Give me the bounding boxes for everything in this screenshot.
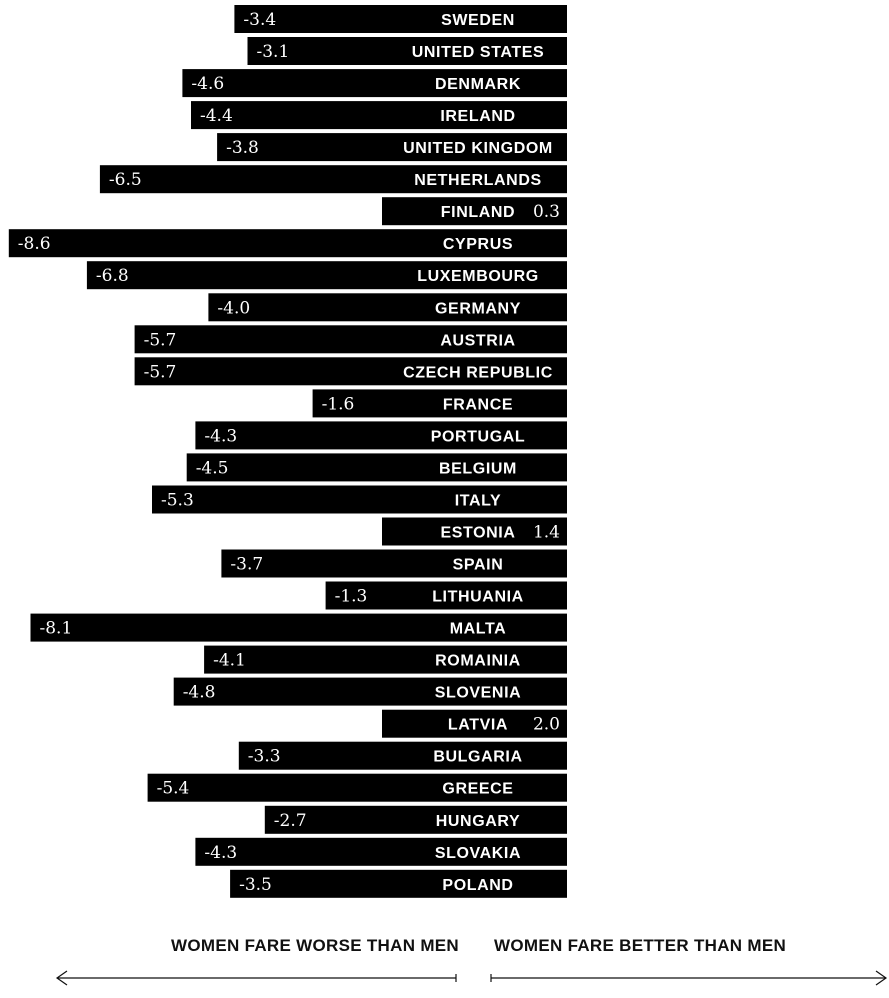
bar [152,486,567,514]
value-label: 1.4 [532,522,560,543]
bar-row [313,389,567,417]
bar-row [382,518,567,546]
category-label: FRANCE [442,396,514,414]
category-label: SLOVAKIA [434,844,522,862]
value-label: -3.3 [247,746,281,767]
value-label: -8.1 [39,618,73,639]
category-label: UNITED STATES [411,44,545,61]
category-label: HUNGARY [435,812,521,830]
value-label: -5.4 [156,778,190,799]
bar-row [100,165,567,193]
category-label: BULGARIA [433,748,523,766]
value-label: -4.5 [195,458,229,479]
left-arrow-icon [57,971,456,985]
bar-row [195,421,567,449]
bar-row [382,197,567,225]
category-label: FINLAND [440,204,516,222]
bar-row [9,229,567,257]
bar-row [182,69,567,97]
bar-row [230,870,567,898]
value-label: -4.0 [217,298,251,319]
bar-row [187,453,567,481]
value-label: -4.1 [213,650,246,671]
category-label: MALTA [449,620,507,638]
direction-arrows [0,970,889,994]
bar [234,5,567,33]
bar-row [87,261,567,289]
category-label: LATVIA [447,716,509,734]
bar [221,550,567,578]
value-label: -3.5 [239,874,272,895]
category-label: NETHERLANDS [414,172,542,190]
value-label: -4.8 [182,682,216,703]
category-label: SLOVENIA [434,684,522,702]
bar-row [135,357,567,385]
bar-row [204,646,567,674]
bar-row [382,710,567,738]
value-label: -3.7 [230,554,264,575]
category-label: PORTUGAL [430,428,526,446]
bar-row [135,325,567,353]
bar-row [217,133,567,161]
category-label: LUXEMBOURG [417,268,539,286]
right-arrow-icon [491,971,886,985]
bar-row [326,582,567,610]
category-label: GERMANY [435,300,521,318]
value-label: -6.8 [95,266,129,287]
value-label: -3.1 [256,42,290,62]
value-label: -3.8 [226,138,259,159]
value-label: -5.7 [143,362,177,383]
category-label: AUSTRIA [440,332,516,350]
bar-row [195,838,567,866]
women-fare-worse-label: WOMEN FARE WORSE THAN MEN [171,936,459,955]
value-label: -4.6 [191,74,225,95]
value-label: -4.3 [204,426,238,447]
value-label: -5.7 [143,330,177,351]
value-label: -1.3 [334,586,368,607]
value-label: -2.7 [273,810,307,831]
bar-row [221,550,567,578]
bar-row [208,293,567,321]
category-label: ROMAINIA [435,652,521,670]
category-label: CYPRUS [442,236,514,254]
category-label: BELGIUM [439,460,517,478]
bar-row [248,37,568,65]
category-label: LITHUANIA [432,588,524,606]
category-label: DENMARK [435,76,521,94]
value-label: 2.0 [532,714,560,735]
bar-row [31,614,568,642]
category-label: ESTONIA [440,524,516,542]
bar-row [191,101,567,129]
value-label: -8.6 [17,234,51,255]
category-label: CZECH REPUBLIC [403,364,553,382]
value-label: -3.4 [243,10,277,30]
value-label: 0.3 [532,202,560,223]
value-label: -6.5 [108,170,142,191]
value-label: -4.4 [200,106,233,127]
category-label: IRELAND [440,108,516,126]
value-label: -5.3 [161,490,194,511]
women-fare-better-label: WOMEN FARE BETTER THAN MEN [494,936,787,955]
value-label: -1.6 [321,394,355,415]
bar-row [174,678,567,706]
category-label: ITALY [454,492,502,510]
category-label: UNITED KINGDOM [403,140,553,158]
bar-row [234,5,567,33]
bar-row [265,806,567,834]
bar-row [239,742,567,770]
bar-row [148,774,567,802]
bar-row [152,486,567,514]
value-label: -4.3 [204,842,238,863]
bar [265,806,567,834]
category-label: SPAIN [452,556,504,574]
category-label: POLAND [442,876,514,894]
category-label: GREECE [442,780,514,798]
category-label: SWEDEN [441,12,515,29]
bar [230,870,567,898]
